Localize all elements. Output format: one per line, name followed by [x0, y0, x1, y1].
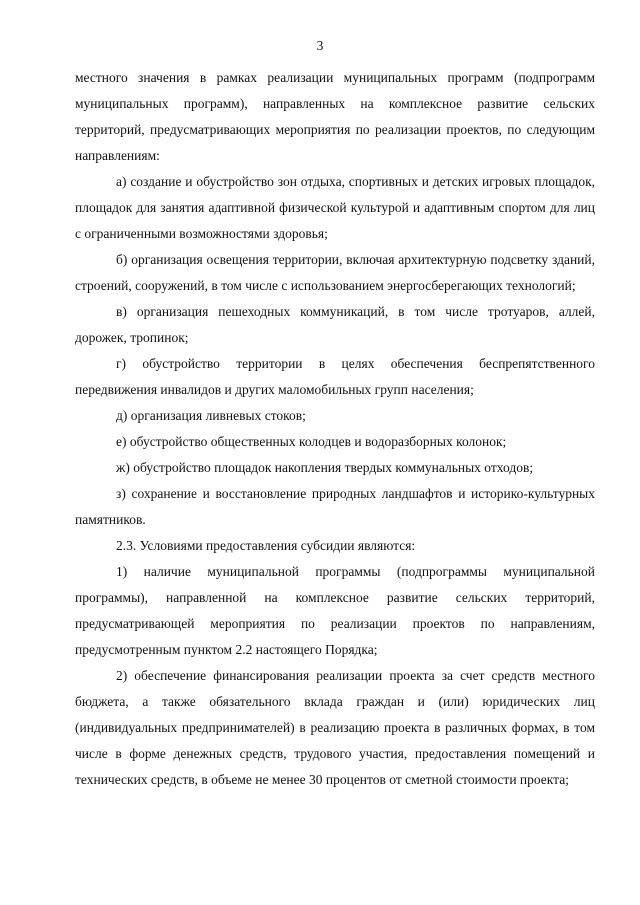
paragraph-item-b: б) организация освещения территории, включая архитектурную подсветку зданий, строений, сооружений, в том числе с использованием энергосберегающих технологий;	[75, 252, 595, 293]
document-body	[75, 65, 595, 793]
paragraph-condition-1: 1) наличие муниципальной программы (подпрограммы муниципальной программы), направленной на комплексное развитие сельских территорий, предусматривающей мероприятия по реализации проектов по направлениям, предусмотренным пунктом 2.2 настоящего Порядка;	[75, 564, 595, 657]
paragraph-section-2-3: 2.3. Условиями предоставления субсидии являются:	[116, 538, 416, 553]
paragraph-intro-continuation: местного значения в рамках реализации муниципальных программ (подпрограмм муниципальных программ), направленных на комплексное развитие сельских территорий, предусматривающих мероприятия по реализации проектов, по следующим направлениям:	[75, 70, 595, 163]
page-number: 3	[316, 38, 324, 53]
paragraph-item-z: з) сохранение и восстановление природных ландшафтов и историко-культурных памятников.	[75, 486, 595, 527]
paragraph-item-d: д) организация ливневых стоков;	[116, 408, 306, 423]
paragraph-item-zh: ж) обустройство площадок накопления твердых коммунальных отходов;	[116, 460, 534, 475]
paragraph-item-a: а) создание и обустройство зон отдыха, спортивных и детских игровых площадок, площадок для занятия адаптивной физической культурой и адаптивным спортом для лиц с ограниченными возможностями здоровья;	[75, 174, 595, 241]
paragraph-item-g: г) обустройство территории в целях обеспечения беспрепятственного передвижения инвалидов и других маломобильных групп населения;	[75, 356, 595, 397]
paragraph-item-e: е) обустройство общественных колодцев и водоразборных колонок;	[116, 434, 507, 449]
paragraph-condition-2: 2) обеспечение финансирования реализации проекта за счет средств местного бюджета, а также обязательного вклада граждан и (или) юридических лиц (индивидуальных предпринимателей) в реализацию проекта в различных формах, в том числе в форме денежных средств, трудового участия, предоставления помещений и технических средств, в объеме не менее 30 процентов от сметной стоимости проекта;	[75, 668, 595, 787]
paragraph-item-v: в) организация пешеходных коммуникаций, в том числе тротуаров, аллей, дорожек, тропинок;	[75, 304, 595, 345]
